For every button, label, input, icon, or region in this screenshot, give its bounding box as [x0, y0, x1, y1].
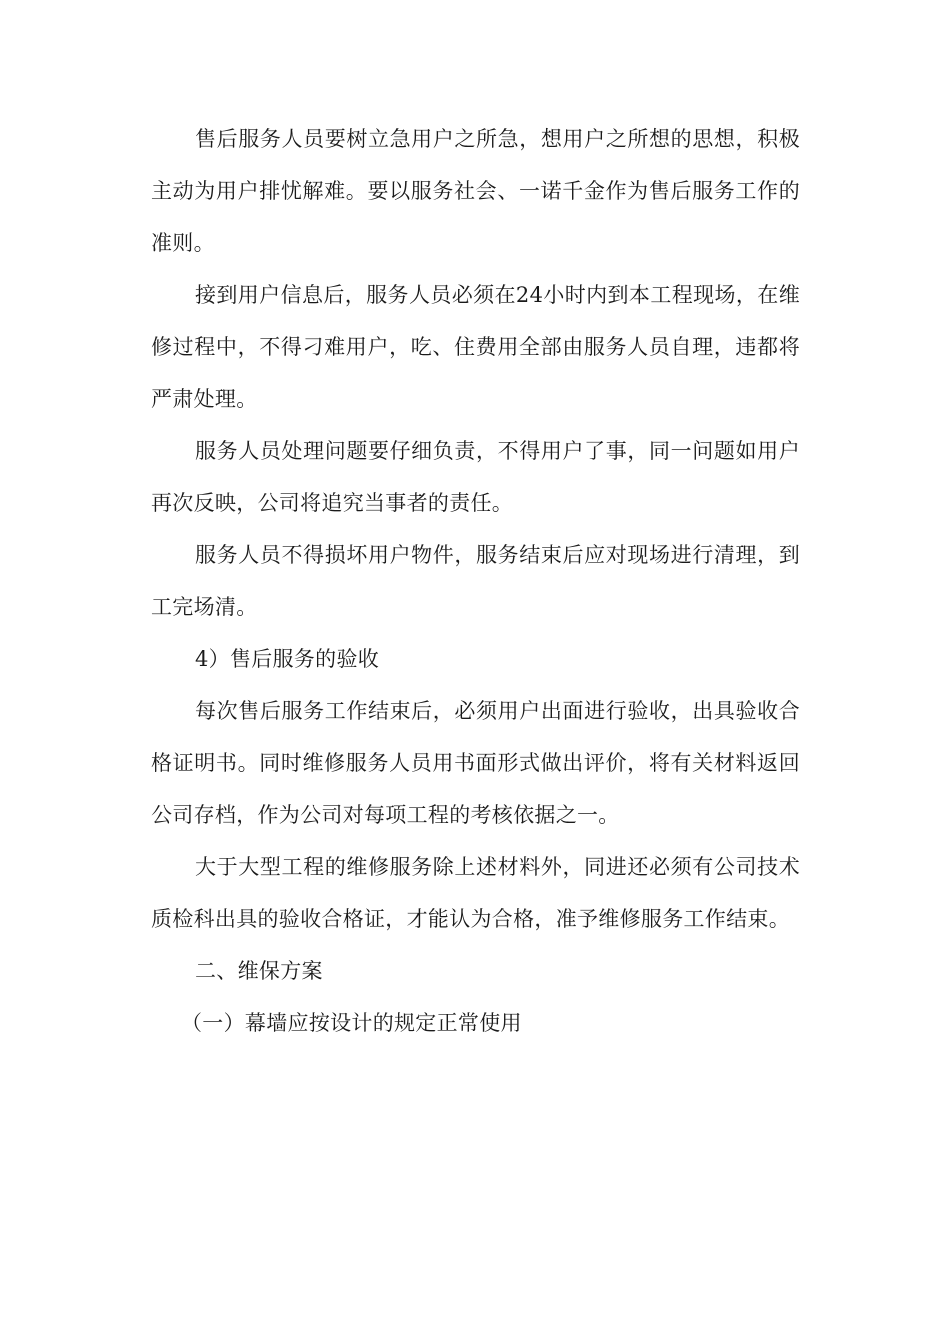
paragraph-acceptance-procedure: 每次售后服务工作结束后，必须用户出面进行验收，出具验收合格证明书。同时维修服务人员用书面形式做出评价，将有关材料返回公司存档，作为公司对每项工程的考核依据之一。	[151, 699, 800, 827]
subsection-heading-curtain-wall: （一）幕墙应按设计的规定正常使用	[181, 1011, 522, 1035]
document-body	[151, 113, 800, 1049]
paragraph-responsibility: 服务人员处理问题要仔细负责，不得用户了事，同一问题如用户再次反映，公司将追究当事者的责任。	[151, 439, 800, 515]
paragraph-large-project-acceptance: 大于大型工程的维修服务除上述材料外，同进还必须有公司技术质检科出具的验收合格证，才能认为合格，准予维修服务工作结束。	[151, 855, 800, 931]
paragraph-response-time: 接到用户信息后，服务人员必须在24小时内到本工程现场，在维修过程中，不得刁难用户，吃、住费用全部由服务人员自理，违都将严肃处理。	[151, 283, 800, 411]
paragraph-service-attitude: 售后服务人员要树立急用户之所急，想用户之所想的思想，积极主动为用户排忧解难。要以服务社会、一诺千金作为售后服务工作的准则。	[151, 127, 800, 255]
section-heading-maintenance-plan: 二、维保方案	[195, 959, 323, 983]
paragraph-site-cleanup: 服务人员不得损坏用户物件，服务结束后应对现场进行清理，到工完场清。	[151, 543, 800, 619]
section-heading-acceptance: 4）售后服务的验收	[195, 647, 380, 671]
